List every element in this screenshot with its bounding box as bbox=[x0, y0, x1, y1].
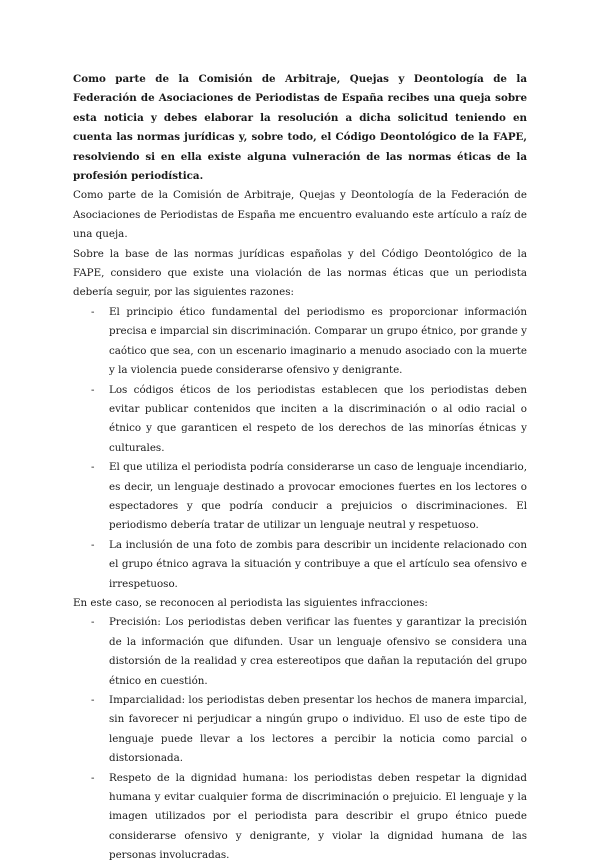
list-item: - Respeto de la dignidad humana: los periodistas deben respetar la dignidad humana y evitar cualquier forma de discriminación o prejuicio. El lenguaje y la imagen utilizados por el periodista para describir el grupo étnico puede considerarse ofensivo y denigrante, y violar la dignidad humana de las personas involucradas. bbox=[73, 769, 527, 866]
list-item: - La inclusión de una foto de zombis para describir un incidente relacionado con el grupo étnico agrava la situación y contribuye a que el artículo sea ofensivo e irrespetuoso. bbox=[73, 536, 527, 594]
list-item: - Imparcialidad: los periodistas deben presentar los hechos de manera imparcial, sin favorecer ni perjudicar a ningún grupo o individuo. El uso de este tipo de lenguaje puede llevar a los lectores a percibir la noticia como parcial o distorsionada. bbox=[73, 691, 527, 769]
infractions-intro-paragraph: En este caso, se reconocen al periodista las siguientes infracciones: bbox=[73, 596, 428, 609]
reasons-intro-paragraph: Sobre la base de las normas jurídicas españolas y del Código Deontológico de la FAPE, considero que existe una violación de las normas éticas que un periodista debería seguir, por las siguientes razones: bbox=[73, 247, 527, 299]
document-page bbox=[73, 70, 527, 866]
list-item: - Los códigos éticos de los periodistas establecen que los periodistas deben evitar publicar contenidos que inciten a la discriminación o al odio racial o étnico y que garanticen el respeto de los derechos de las minorías étnicas y culturales. bbox=[73, 381, 527, 459]
infractions-list bbox=[73, 613, 527, 865]
list-item: - Precisión: Los periodistas deben verificar las fuentes y garantizar la precisión de la información que difunden. Usar un lenguaje ofensivo se considera una distorsión de la realidad y crea estereotipos que dañan la reputación del grupo étnico en cuestión. bbox=[73, 613, 527, 691]
intro-paragraph: Como parte de la Comisión de Arbitraje, Quejas y Deontología de la Federación de Asociaciones de Periodistas de España me encuentro evaluando este artículo a raíz de una queja. bbox=[73, 189, 527, 241]
list-item: - El principio ético fundamental del periodismo es proporcionar información precisa e imparcial sin discriminación. Comparar un grupo étnico, por grande y caótico que sea, con un escenario imaginario a menudo asociado con la muerte y la violencia puede considerarse ofensivo y denigrante. bbox=[73, 303, 527, 381]
reasons-list bbox=[73, 303, 527, 594]
question-heading: Como parte de la Comisión de Arbitraje, Quejas y Deontología de la Federación de Asociaciones de Periodistas de España recibes una queja sobre esta noticia y debes elaborar la resolución a dicha solicitud teniendo en cuenta las normas jurídicas y, sobre todo, el Código Deontológico de la FAPE, resolviendo si en ella existe alguna vulneración de las normas éticas de la profesión periodística. bbox=[73, 73, 527, 183]
list-item: - El que utiliza el periodista podría considerarse un caso de lenguaje incendiario, es decir, un lenguaje destinado a provocar emociones fuertes en los lectores o espectadores y que podría conducir a prejuicios o discriminaciones. El periodismo debería tratar de utilizar un lenguaje neutral y respetuoso. bbox=[73, 458, 527, 536]
